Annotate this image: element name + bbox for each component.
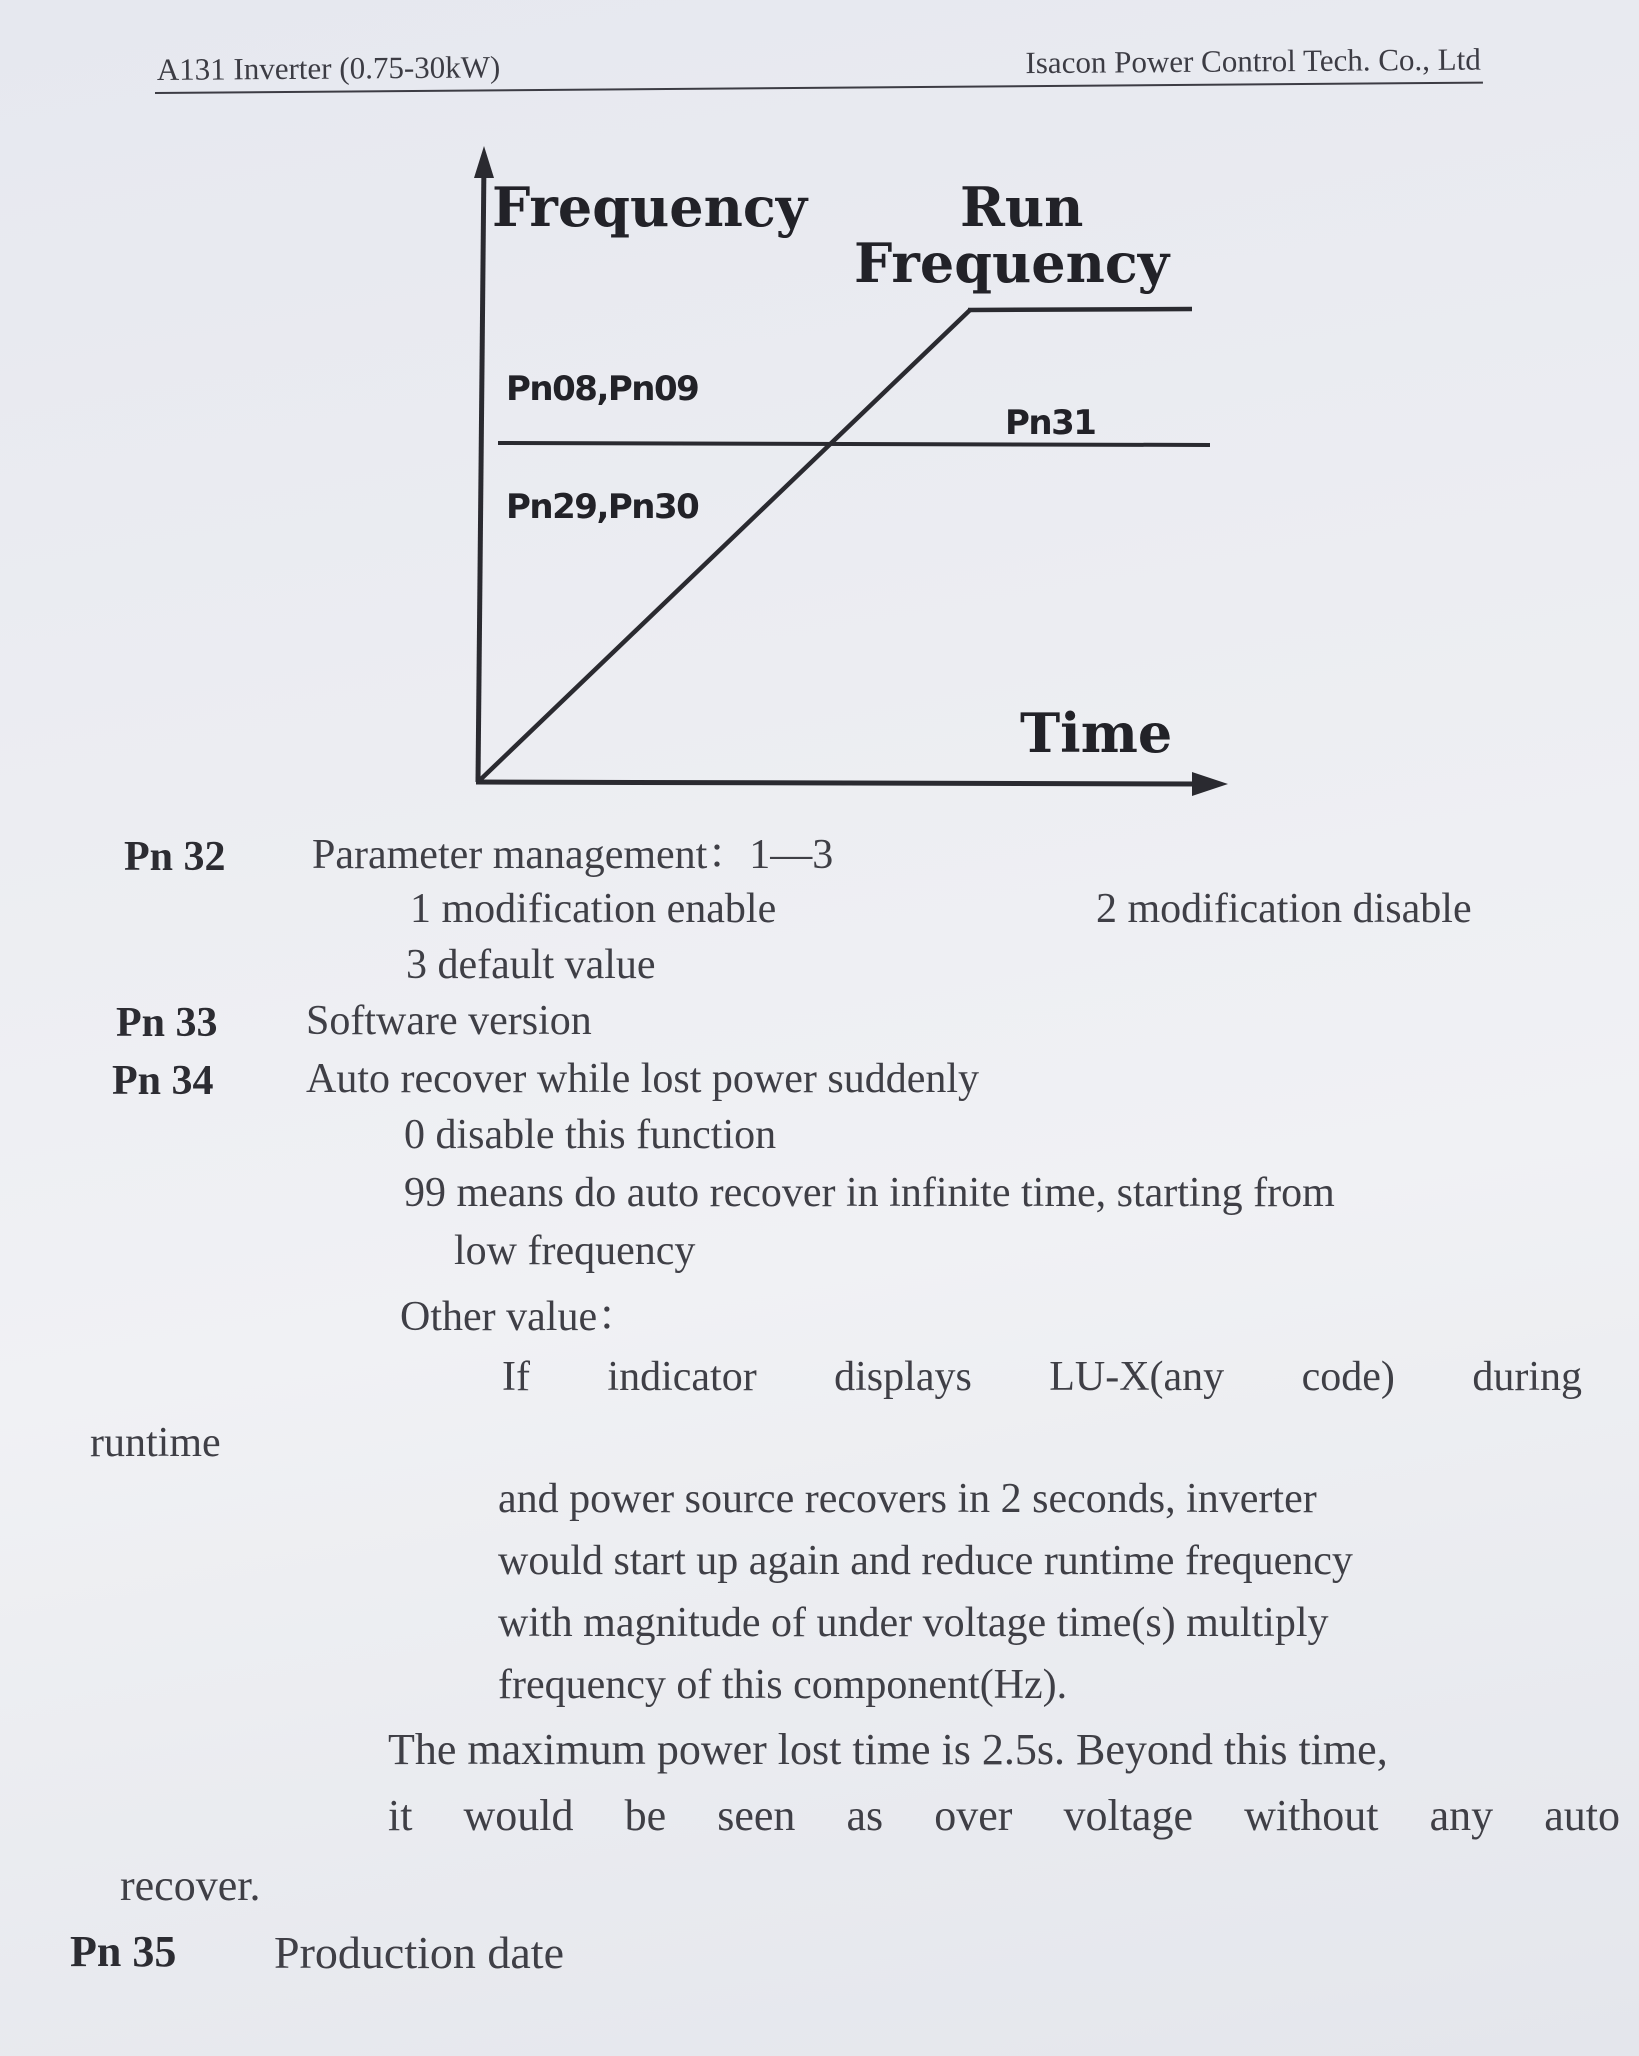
pn34-option-99-line2: low frequency [454, 1228, 696, 1274]
if-word: displays [834, 1354, 972, 1400]
pn34-paragraph-line: frequency of this component(Hz). [498, 1662, 1068, 1708]
pn34-max-line2 [388, 1791, 1620, 1840]
x-axis [476, 782, 1200, 784]
pn34-paragraph-line: and power source recovers in 2 seconds, inverter [498, 1476, 1317, 1522]
x-axis-arrowhead [1192, 772, 1228, 796]
pn08-pn09-label: Pn08,Pn09 [506, 369, 699, 409]
pn34-paragraph-line: would start up again and reduce runtime frequency [498, 1538, 1353, 1584]
if-word: If [502, 1354, 530, 1400]
max-word: as [846, 1791, 884, 1840]
if-word: LU-X(any [1049, 1354, 1225, 1400]
frequency-time-diagram [0, 0, 1639, 820]
run-frequency-line [968, 309, 1192, 310]
pn35-code: Pn 35 [70, 1927, 177, 1976]
max-word: without [1244, 1791, 1379, 1840]
max-word: would [463, 1791, 574, 1840]
header-company-name: Isacon Power Control Tech. Co., Ltd [1025, 41, 1481, 81]
pn34-recover: recover. [120, 1861, 261, 1910]
pn32-code: Pn 32 [124, 834, 226, 880]
pn34-runtime: runtime [90, 1420, 221, 1466]
y-axis-label: Frequency [492, 175, 808, 239]
x-axis-label: Time [1020, 701, 1173, 765]
y-axis-arrowhead [474, 146, 494, 178]
header-product-title: A131 Inverter (0.75-30kW) [156, 49, 501, 87]
max-word: voltage [1063, 1791, 1193, 1840]
pn32-option-2: 2 modification disable [1096, 886, 1472, 932]
pn32-option-3: 3 default value [406, 942, 656, 988]
if-word: during [1472, 1354, 1582, 1400]
max-word: seen [717, 1791, 796, 1840]
pn34-if-line [502, 1356, 1582, 1398]
pn35-title: Production date [274, 1927, 564, 1978]
pn34-max-line1: The maximum power lost time is 2.5s. Beyond this time, [388, 1725, 1388, 1774]
pn32-title: Parameter management：1—3 [312, 832, 834, 878]
max-word: be [624, 1791, 667, 1840]
pn31-label: Pn31 [1005, 403, 1096, 443]
pn29-pn30-label: Pn29,Pn30 [506, 487, 699, 527]
if-word: code) [1301, 1354, 1395, 1400]
pn34-title: Auto recover while lost power suddenly [306, 1056, 980, 1102]
pn34-other-value: Other value： [400, 1294, 640, 1340]
if-word: indicator [607, 1354, 757, 1400]
pn31-threshold-line [498, 443, 1210, 445]
pn34-code: Pn 34 [112, 1058, 214, 1104]
pn32-option-1: 1 modification enable [410, 886, 777, 932]
run-frequency-label-line2: Frequency [854, 231, 1170, 295]
run-frequency-label-line1: Run [960, 175, 1084, 239]
y-axis [478, 160, 484, 782]
pn33-title: Software version [306, 998, 592, 1044]
max-word: it [388, 1791, 413, 1840]
max-word: over [934, 1791, 1013, 1840]
max-word: any [1429, 1791, 1494, 1840]
pn34-option-0: 0 disable this function [404, 1112, 777, 1158]
pn34-paragraph-line: with magnitude of under voltage time(s) multiply [498, 1600, 1329, 1646]
pn34-option-99-line1: 99 means do auto recover in infinite time, starting from [404, 1170, 1335, 1216]
max-word: auto [1544, 1791, 1620, 1840]
pn33-code: Pn 33 [116, 1000, 218, 1046]
